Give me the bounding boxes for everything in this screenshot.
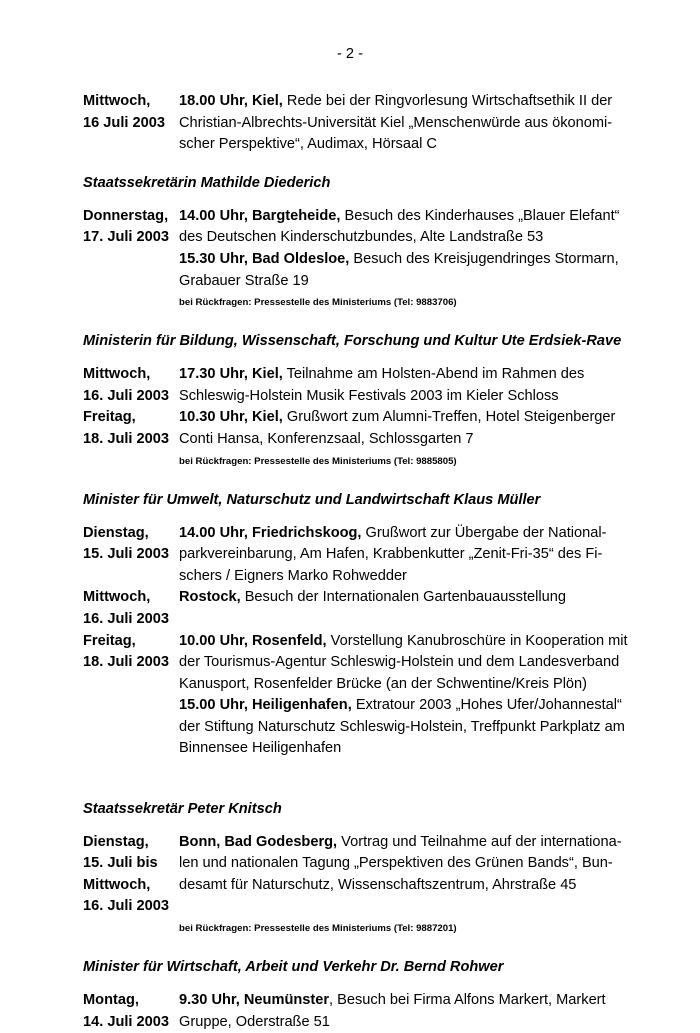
date-line: Montag, — [83, 992, 139, 1009]
event-time-place: 15.00 Uhr, Heiligenhafen, — [179, 697, 352, 714]
section-heading: Staatssekretär Peter Knitsch — [83, 800, 282, 817]
date-line: 16. Juli 2003 — [83, 387, 170, 404]
entry-description — [179, 631, 628, 782]
date-line: Mittwoch, — [83, 876, 151, 893]
page-number: - 2 - — [337, 46, 363, 62]
entry-description — [179, 523, 628, 588]
entry-description — [179, 832, 628, 918]
event-details: Besuch der Internationalen Gartenbauausstellung — [240, 589, 566, 606]
description-line — [179, 738, 628, 760]
date-line: 17. Juli 2003 — [83, 229, 170, 246]
event-details: , Besuch bei Firma Alfons Markert, Markert — [329, 992, 606, 1009]
date-line — [83, 760, 179, 782]
description-line — [179, 853, 628, 875]
description-line — [179, 674, 628, 696]
entry-description — [179, 206, 628, 292]
description-line — [179, 1012, 628, 1033]
description-line — [179, 990, 628, 1012]
event-details: Kanusport, Rosenfelder Brücke (an der Schwentine/Kreis Plön) — [179, 675, 588, 692]
date-line — [83, 717, 179, 739]
date-line: 18. Juli 2003 — [83, 654, 170, 671]
description-line — [179, 609, 628, 631]
event-details: Besuch des Kinderhauses „Blauer Elefant“ — [340, 207, 620, 224]
date-line: 14. Juli 2003 — [83, 1013, 170, 1030]
description-line — [179, 695, 628, 717]
press-schedule-document — [83, 91, 628, 1033]
entry-description — [179, 407, 628, 450]
section-heading: Minister für Umwelt, Naturschutz und Landwirtschaft Klaus Müller — [83, 491, 541, 508]
event-details: Conti Hansa, Konferenzsaal, Schlossgarten 7 — [179, 430, 474, 447]
description-line — [179, 249, 628, 271]
event-time-place: 18.00 Uhr, Kiel, — [179, 93, 283, 109]
date-line — [83, 249, 179, 271]
event-time-place: 15.30 Uhr, Bad Oldesloe, — [179, 250, 350, 267]
schedule-section — [83, 798, 628, 940]
date-line: 16. Juli 2003 — [83, 898, 170, 915]
description-line — [179, 386, 628, 408]
press-contact-note: bei Rückfragen: Pressestelle des Ministeriums (Tel: 9885805) — [179, 455, 457, 467]
date-line: 18. Juli 2003 — [83, 430, 170, 447]
description-line — [179, 544, 628, 566]
entry-date — [83, 407, 179, 450]
event-details: parkvereinbarung, Am Hafen, Krabbenkutter „Zenit-Fri-35“ des Fi- — [179, 546, 603, 563]
description-line — [179, 587, 628, 609]
schedule-entry — [83, 523, 628, 588]
event-details: scher Perspektive“, Audimax, Hörsaal C — [179, 136, 437, 153]
date-line: Dienstag, — [83, 524, 149, 541]
schedule-entry — [83, 587, 628, 630]
schedule-section — [83, 172, 628, 314]
entry-description — [179, 91, 628, 156]
event-details: len und nationalen Tagung „Perspektiven des Grünen Bands“, Bun- — [179, 855, 613, 872]
description-line — [179, 91, 628, 113]
entry-date — [83, 364, 179, 407]
entry-date — [83, 631, 179, 782]
section-heading: Ministerin für Bildung, Wissenschaft, Forschung und Kultur Ute Erdsiek-Rave — [83, 333, 622, 350]
event-time-place: Bonn, Bad Godesberg, — [179, 833, 338, 850]
event-time-place: 14.00 Uhr, Friedrichskoog, — [179, 524, 362, 541]
event-details: Christian-Albrechts-Universität Kiel „Menschenwürde aus ökonomi- — [179, 114, 613, 131]
event-details: Grußwort zum Alumni-Treffen, Hotel Steigenberger — [282, 409, 616, 426]
description-line — [179, 652, 628, 674]
entry-date — [83, 990, 179, 1033]
description-line — [179, 896, 628, 918]
press-contact-note: bei Rückfragen: Pressestelle des Ministeriums (Tel: 9883706) — [179, 297, 457, 309]
schedule-entry — [83, 407, 628, 450]
date-line: Donnerstag, — [83, 207, 169, 224]
event-time-place: 10.30 Uhr, Kiel, — [179, 409, 283, 426]
event-details: Gruppe, Oderstraße 51 — [179, 1013, 330, 1030]
entry-date — [83, 206, 179, 292]
date-line — [83, 674, 179, 696]
date-line: 16. Juli 2003 — [83, 610, 170, 627]
description-line — [179, 875, 628, 897]
entry-description — [179, 587, 628, 630]
description-line — [179, 227, 628, 249]
event-details: Grabauer Straße 19 — [179, 272, 309, 289]
entry-description — [179, 990, 628, 1033]
description-line — [179, 832, 628, 854]
section-heading: Minister für Wirtschaft, Arbeit und Verkehr Dr. Bernd Rohwer — [83, 959, 504, 976]
description-line — [179, 206, 628, 228]
event-time-place: 9.30 Uhr, Neumünster — [179, 992, 330, 1009]
event-time-place: 17.30 Uhr, Kiel, — [179, 366, 283, 383]
event-details: der Stiftung Naturschutz Schleswig-Holstein, Treffpunkt Parkplatz am — [179, 718, 625, 735]
date-line: 16 Juli 2003 — [83, 114, 165, 131]
event-details: Binnensee Heiligenhafen — [179, 740, 342, 757]
description-line — [179, 134, 628, 156]
schedule-section — [83, 489, 628, 782]
event-time-place: 10.00 Uhr, Rosenfeld, — [179, 632, 327, 649]
event-details: Besuch des Kreisjugendringes Stormarn, — [349, 250, 619, 267]
event-details: Extratour 2003 „Hohes Ufer/Johannestal“ — [351, 697, 622, 714]
schedule-entry — [83, 631, 628, 782]
schedule-entry — [83, 990, 628, 1033]
description-line — [179, 113, 628, 135]
entry-description — [179, 364, 628, 407]
date-line — [83, 695, 179, 717]
date-line — [83, 738, 179, 760]
event-details: des Deutschen Kinderschutzbundes, Alte Landstraße 53 — [179, 229, 544, 246]
date-line: Freitag, — [83, 409, 136, 426]
schedule-entry — [83, 832, 628, 918]
event-time-place: 14.00 Uhr, Bargteheide, — [179, 207, 341, 224]
entry-date — [83, 832, 179, 918]
event-time-place: Rostock, — [179, 589, 241, 606]
press-contact-note: bei Rückfragen: Pressestelle des Ministeriums (Tel: 9887201) — [179, 923, 457, 935]
schedule-section — [83, 91, 628, 156]
description-line — [179, 271, 628, 293]
description-line — [179, 717, 628, 739]
event-details: Schleswig-Holstein Musik Festivals 2003 im Kieler Schloss — [179, 387, 559, 404]
event-details: der Tourismus-Agentur Schleswig-Holstein und dem Landesverband — [179, 654, 620, 671]
schedule-entry — [83, 206, 628, 292]
date-line: Mittwoch, — [83, 366, 151, 383]
date-line: 15. Juli bis — [83, 855, 158, 872]
date-line: Dienstag, — [83, 833, 149, 850]
schedule-section — [83, 330, 628, 472]
event-details: Vorstellung Kanubroschüre in Kooperation mit — [326, 632, 628, 649]
date-line — [83, 271, 179, 293]
event-details: Teilnahme am Holsten-Abend im Rahmen des — [282, 366, 585, 383]
date-line: 15. Juli 2003 — [83, 546, 170, 563]
event-details: Vortrag und Teilnahme auf der internationa- — [337, 833, 622, 850]
schedule-section — [83, 956, 628, 1033]
description-line — [179, 566, 628, 588]
entry-date — [83, 587, 179, 630]
entry-date — [83, 91, 179, 156]
event-details: Rede bei der Ringvorlesung Wirtschaftsethik II der — [282, 93, 613, 109]
date-line: Mittwoch, — [83, 589, 151, 606]
date-line: Freitag, — [83, 632, 136, 649]
date-line — [83, 566, 179, 588]
event-details: schers / Eigners Marko Rohwedder — [179, 567, 407, 584]
event-details: desamt für Naturschutz, Wissenschaftszentrum, Ahrstraße 45 — [179, 876, 577, 893]
section-heading: Staatssekretärin Mathilde Diederich — [83, 174, 331, 191]
description-line — [179, 364, 628, 386]
entry-date — [83, 523, 179, 588]
schedule-entry — [83, 91, 628, 156]
schedule-entry — [83, 364, 628, 407]
event-details: Grußwort zur Übergabe der National- — [361, 524, 607, 541]
description-line — [179, 429, 628, 451]
date-line: Mittwoch, — [83, 93, 151, 109]
description-line — [179, 631, 628, 653]
description-line — [179, 407, 628, 429]
description-line — [179, 523, 628, 545]
